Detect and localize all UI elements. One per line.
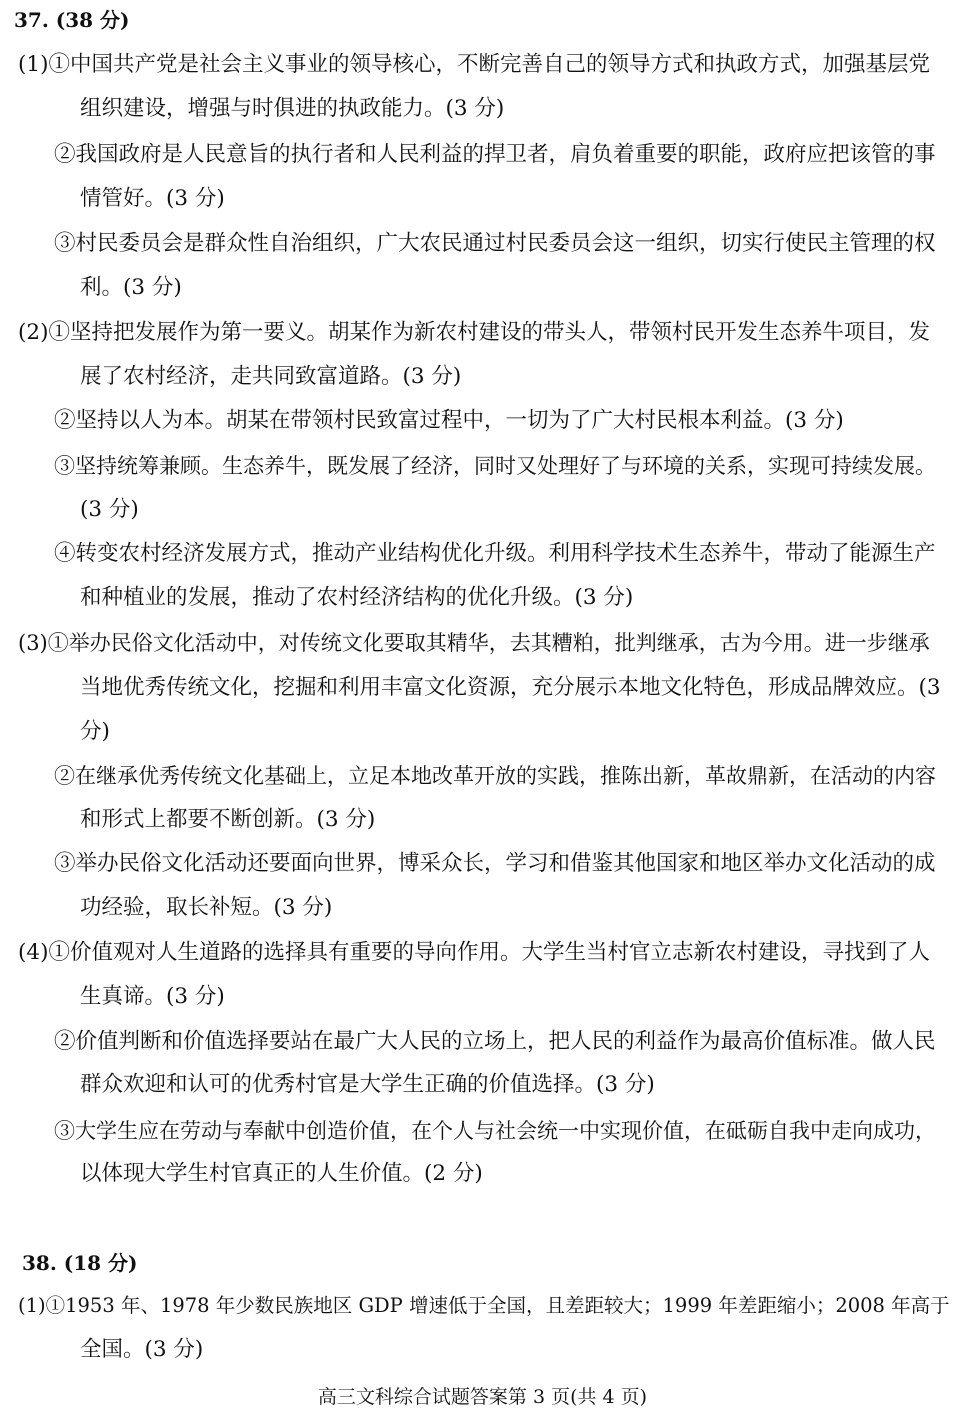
q37-line: ②在继承优秀传统文化基础上，立足本地改革开放的实践，推陈出新，革故鼎新，在活动的内容 (54, 764, 936, 788)
q37-line: ③举办民俗文化活动还要面向世界，博采众长，学习和借鉴其他国家和地区举办文化活动的成 (54, 851, 936, 876)
q37-line: ③大学生应在劳动与奉献中创造价值，在个人与社会统一中实现价值，在砥砺自我中走向成功， (54, 1119, 936, 1143)
q37-line: 群众欢迎和认可的优秀村官是大学生正确的价值选择。(3 分) (80, 1072, 655, 1097)
q37-line: 和形式上都要不断创新。(3 分) (80, 807, 376, 832)
q37-line: (3 分) (80, 497, 139, 522)
q38-line: 全国。(3 分) (80, 1337, 204, 1362)
q37-line: 利。(3 分) (80, 275, 182, 300)
q38-header: 38. (18 分) (22, 1251, 138, 1275)
q37-line: 和种植业的发展，推动了农村经济结构的优化升级。(3 分) (80, 585, 634, 610)
q37-line: ②坚持以人为本。胡某在带领村民致富过程中，一切为了广大村民根本利益。(3 分) (54, 408, 844, 433)
q37-line: 功经验，取长补短。(3 分) (80, 895, 333, 920)
q37-line: 当地优秀传统文化，挖掘和利用丰富文化资源，充分展示本地文化特色，形成品牌效应。(3 (80, 675, 941, 700)
q37-line: 生真谛。(3 分) (80, 984, 225, 1009)
q37-line: 以体现大学生村官真正的人生价值。(2 分) (80, 1161, 483, 1186)
q37-header: 37. (38 分) (14, 8, 130, 32)
q37-line: (2)①坚持把发展作为第一要义。胡某作为新农村建设的带头人，带领村民开发生态养牛项目，发 (18, 320, 930, 345)
q37-line: 组织建设，增强与时俱进的执政能力。(3 分) (80, 96, 505, 121)
q37-line: (3)①举办民俗文化活动中，对传统文化要取其精华，去其糟粕，批判继承，古为今用。进一步继承 (18, 631, 930, 655)
q37-line: (4)①价值观对人生道路的选择具有重要的导向作用。大学生当村官立志新农村建设，寻找到了人 (18, 940, 930, 965)
q37-line: ②价值判断和价值选择要站在最广大人民的立场上，把人民的利益作为最高价值标准。做人民 (54, 1029, 936, 1054)
q37-line: ③坚持统筹兼顾。生态养牛，既发展了经济，同时又处理好了与环境的关系，实现可持续发展。 (54, 454, 936, 478)
q37-line: ②我国政府是人民意旨的执行者和人民利益的捍卫者，肩负着重要的职能，政府应把该管的事 (54, 142, 936, 167)
q37-line: ④转变农村经济发展方式，推动产业结构优化升级。利用科学技术生态养牛，带动了能源生产 (54, 541, 936, 566)
q37-line: (1)①中国共产党是社会主义事业的领导核心，不断完善自己的领导方式和执政方式，加强基层党 (18, 52, 930, 77)
q37-line: 分) (80, 719, 110, 744)
page-footer: 高三文科综合试题答案第 3 页(共 4 页) (317, 1386, 648, 1408)
q38-line: (1)①1953 年、1978 年少数民族地区 GDP 增速低于全国，且差距较大；1999 年差距缩小；2008 年高于 (18, 1294, 950, 1317)
q37-line: 展了农村经济，走共同致富道路。(3 分) (80, 364, 462, 389)
q37-line: ③村民委员会是群众性自治组织，广大农民通过村民委员会这一组织，切实行使民主管理的权 (54, 231, 936, 256)
q37-line: 情管好。(3 分) (80, 186, 225, 211)
